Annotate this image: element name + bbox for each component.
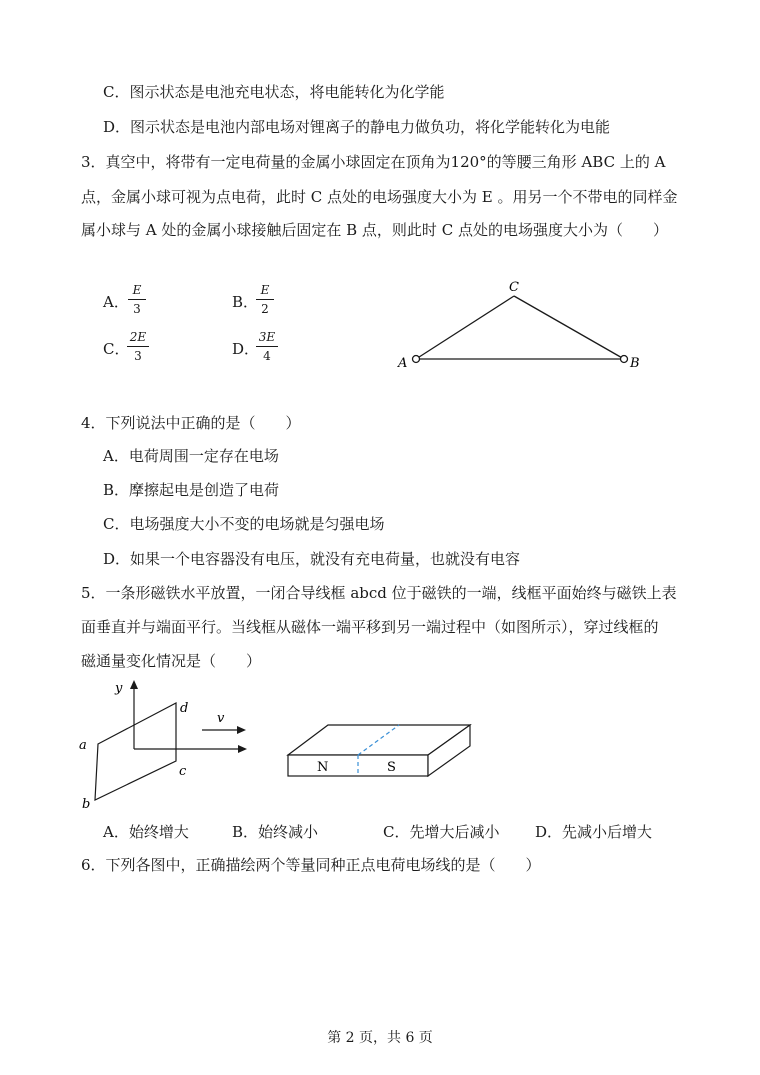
- q3-option-c-fraction: [127, 330, 149, 363]
- north-pole-label: N: [317, 760, 329, 775]
- south-pole-label: S: [387, 760, 396, 775]
- frame-label-d: d: [180, 701, 189, 716]
- charge-ball-a: [413, 356, 420, 363]
- y-axis-arrow: [130, 680, 138, 689]
- q5-stem-line1: 5．一条形磁铁水平放置，一闭合导线框 abcd 位于磁铁的一端，线框平面始终与磁铁上表: [81, 584, 677, 602]
- q2-option-d: D．图示状态是电池内部电场对锂离子的静电力做负功，将化学能转化为电能: [103, 118, 611, 136]
- q4-option-c: C．电场强度大小不变的电场就是匀强电场: [103, 515, 385, 533]
- q2-option-c: C．图示状态是电池充电状态，将电能转化为化学能: [103, 83, 445, 101]
- q6-stem: 6．下列各图中，正确描绘两个等量同种正点电荷电场线的是（ ）: [81, 856, 541, 874]
- frame-label-a: a: [79, 738, 87, 753]
- vertex-label-c: C: [509, 280, 519, 295]
- charge-ball-b: [621, 356, 628, 363]
- q4-stem: 4．下列说法中正确的是（ ）: [81, 414, 301, 432]
- q5-stem-line3: 磁通量变化情况是（ ）: [81, 652, 262, 670]
- bar-magnet-diagram: [280, 715, 480, 785]
- triangle-diagram: [390, 275, 650, 375]
- triangle-side-cb: [514, 296, 624, 359]
- vertex-label-a: A: [398, 356, 408, 371]
- q5-stem-line2: 面垂直并与端面平行。当线框从磁体一端平移到另一端过程中（如图所示），穿过线框的: [81, 618, 659, 636]
- vertex-label-b: B: [630, 356, 640, 371]
- q3-option-a-numerator: E: [132, 283, 142, 297]
- frame-label-v: v: [217, 711, 225, 726]
- velocity-arrowhead: [237, 726, 246, 734]
- q3-option-d-numerator: 3E: [258, 330, 276, 344]
- q5-option-a: A．始终增大: [103, 823, 189, 841]
- q3-option-b-denominator: 2: [261, 302, 269, 316]
- q3-stem-line2: 点，金属小球可视为点电荷，此时 C 点处的电场强度大小为 E 。用另一个不带电的同样金: [81, 188, 678, 206]
- q3-option-d-denominator: 4: [263, 349, 271, 363]
- q3-option-c-numerator: 2E: [129, 330, 147, 344]
- q3-option-d-fraction: [256, 330, 278, 363]
- page-footer: 第 2 页，共 6 页: [327, 1030, 433, 1046]
- triangle-side-ac: [416, 296, 514, 359]
- q4-option-a: A．电荷周围一定存在电场: [103, 447, 279, 465]
- q3-option-a-label: A．: [103, 293, 129, 311]
- q4-option-b: B．摩擦起电是创造了电荷: [103, 481, 280, 499]
- q3-option-c-label: C．: [103, 340, 130, 358]
- wire-frame-abcd: [95, 703, 176, 800]
- q3-option-c-denominator: 3: [134, 349, 142, 363]
- q3-option-d-label: D．: [232, 340, 260, 358]
- q3-option-a-fraction: [128, 283, 146, 316]
- q3-option-a-denominator: 3: [133, 302, 141, 316]
- x-axis-arrow: [238, 745, 247, 753]
- wire-frame-diagram: [75, 675, 260, 815]
- q3-option-b-numerator: E: [260, 283, 270, 297]
- q3-stem-line1: 3．真空中，将带有一定电荷量的金属小球固定在顶角为120°的等腰三角形 ABC 上的 A: [81, 153, 666, 171]
- q3-option-b-fraction: [256, 283, 274, 316]
- q5-option-b: B．始终减小: [232, 823, 319, 841]
- q3-stem-line3: 属小球与 A 处的金属小球接触后固定在 B 点，则此时 C 点处的电场强度大小为（ ）: [81, 221, 668, 239]
- q4-option-d: D．如果一个电容器没有电压，就没有充电荷量，也就没有电容: [103, 550, 521, 568]
- q5-option-c: C．先增大后减小: [383, 823, 500, 841]
- frame-label-y: y: [115, 681, 123, 696]
- q5-option-d: D．先减小后增大: [535, 823, 653, 841]
- q3-option-b-label: B．: [232, 293, 259, 311]
- frame-label-c: c: [179, 764, 187, 779]
- frame-label-b: b: [82, 797, 91, 812]
